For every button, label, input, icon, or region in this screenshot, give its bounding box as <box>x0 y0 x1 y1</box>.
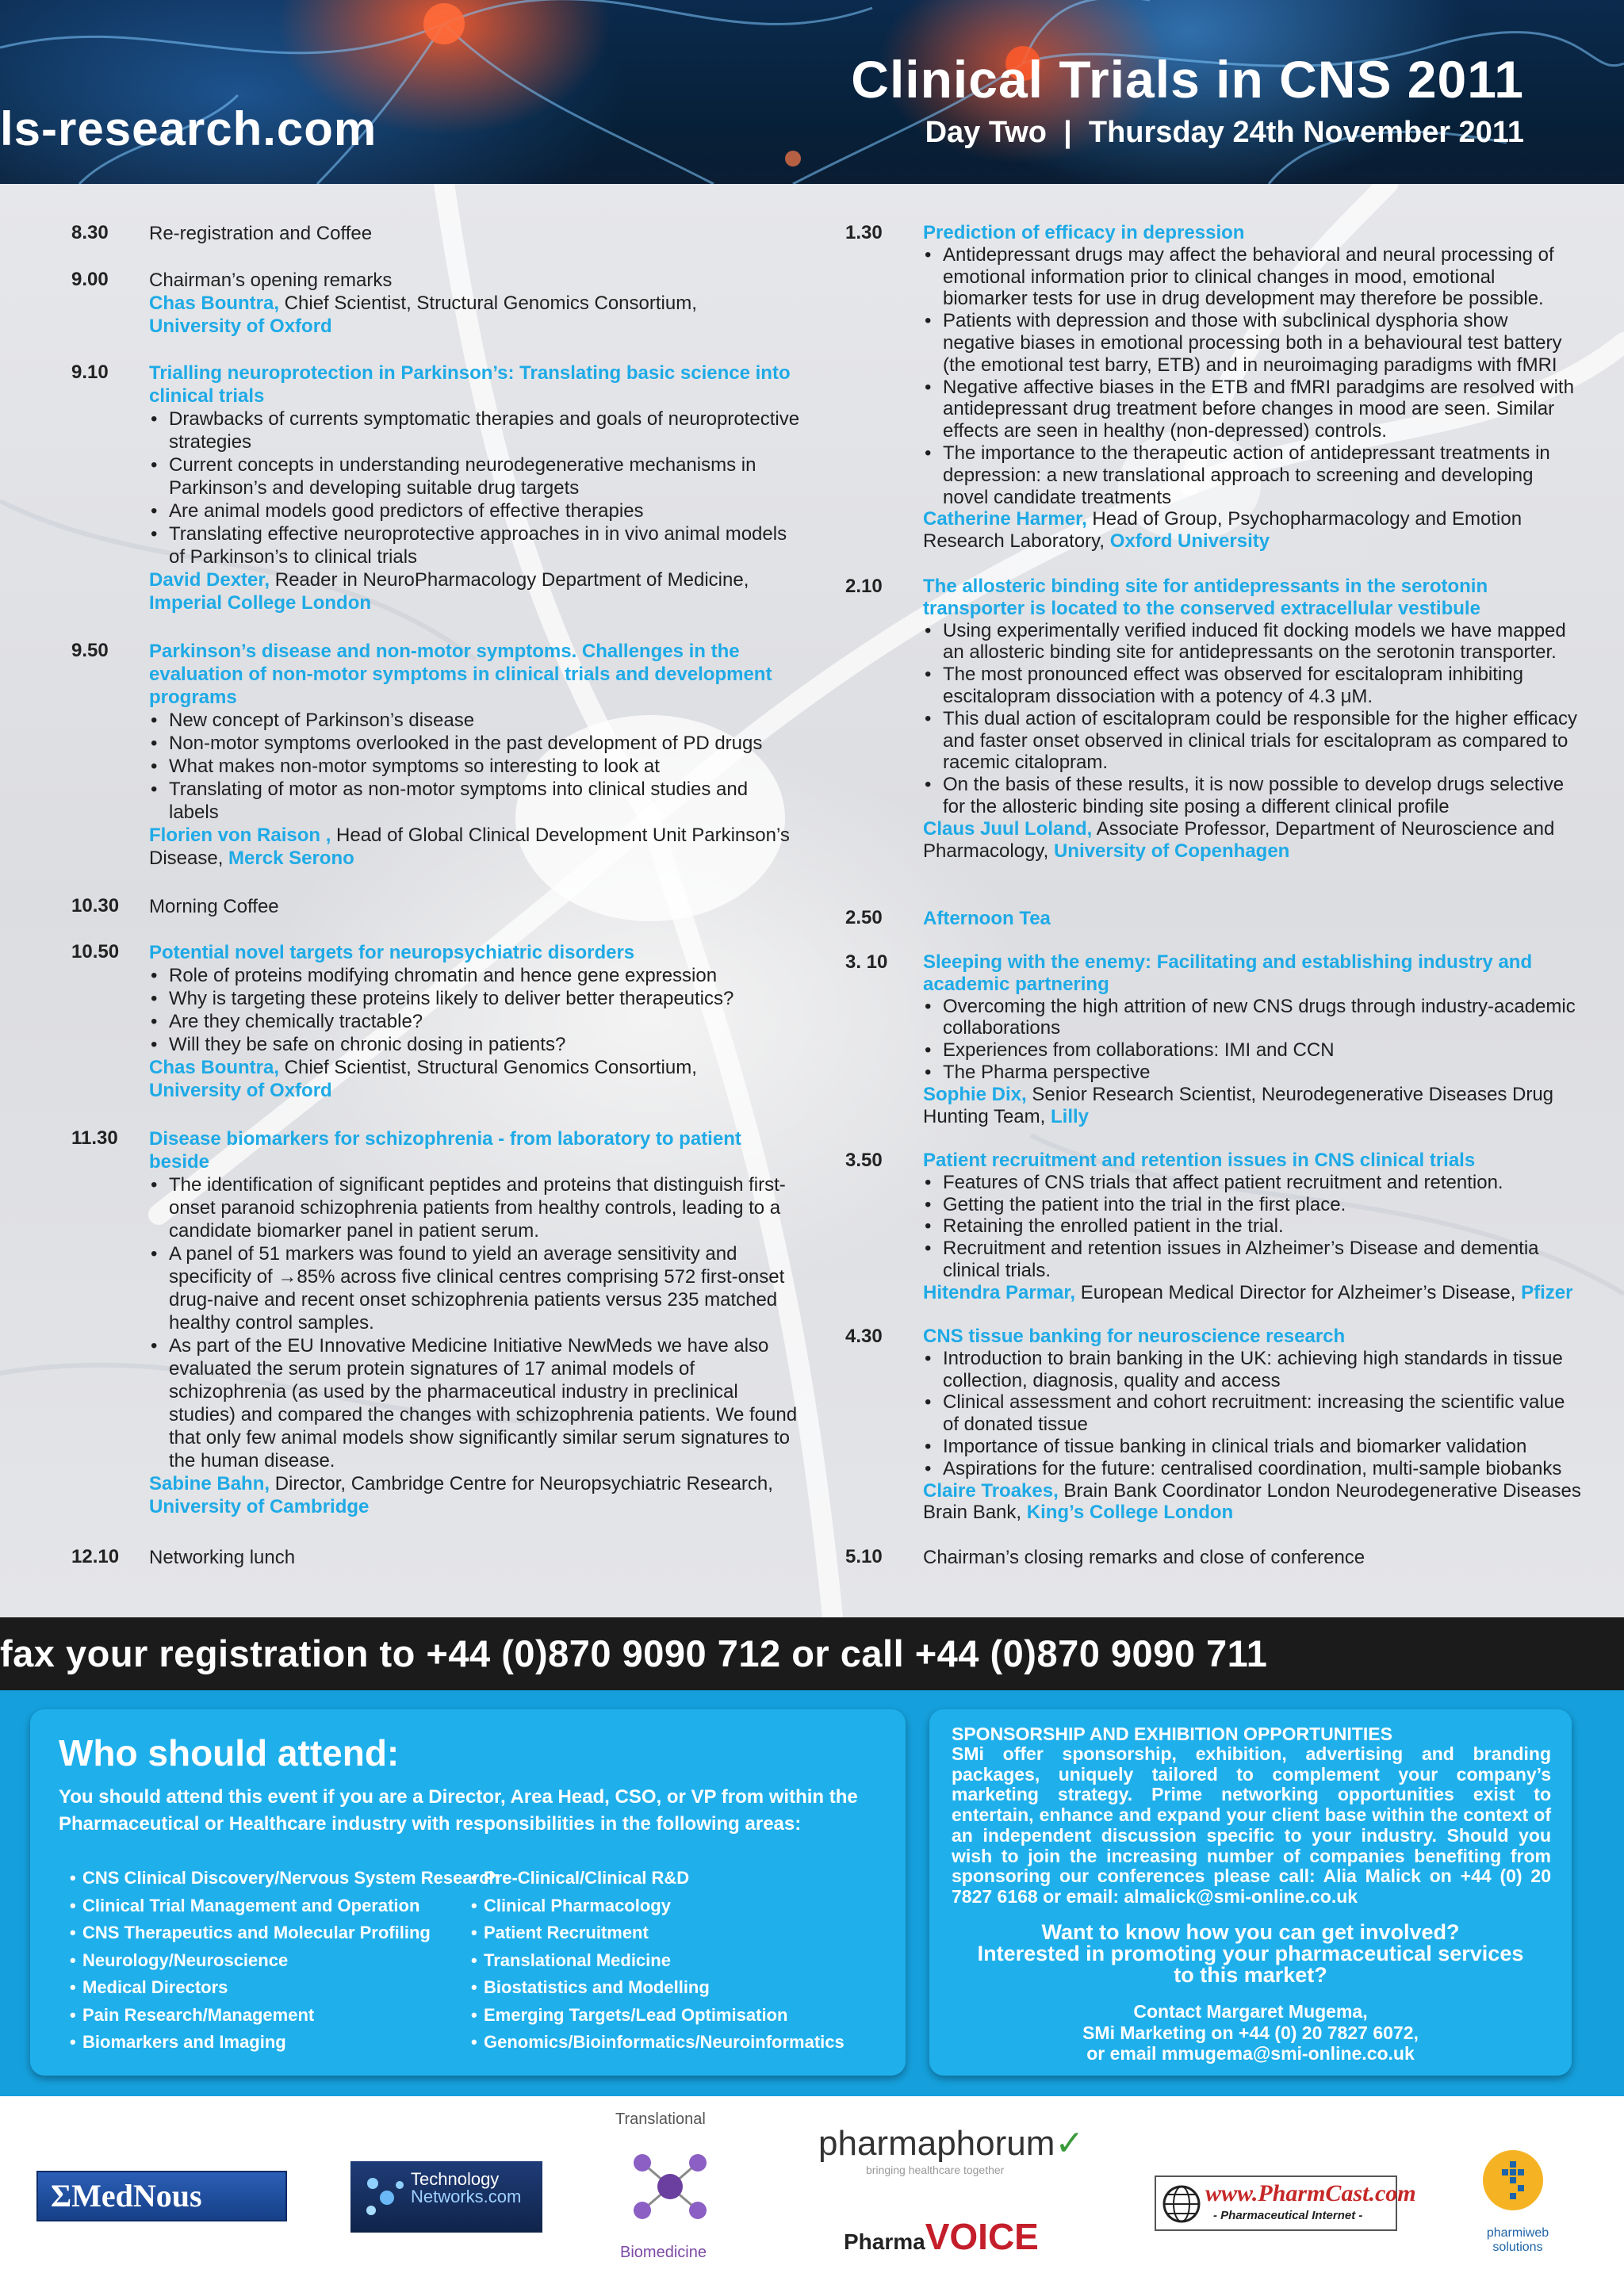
session-title: Parkinson’s disease and non-motor symptoms. Challenges in the evaluation of non-motor symptoms in clinical trials and development programs <box>149 641 772 708</box>
speaker-role: Associate Professor, Department of Neuroscience and Pharmacology, <box>923 817 1555 862</box>
bullet: • Drawbacks of currents symptomatic therapies and goals of neuroprotective strategies <box>149 408 801 453</box>
contact-line: Contact Margaret Mugema, <box>1133 2001 1368 2022</box>
session-title: CNS tissue banking for neuroscience research <box>923 1326 1346 1347</box>
bullet: • Recruitment and retention issues in Alzheimer’s Disease and dementia clinical trials. <box>923 1238 1583 1282</box>
speaker-name: Sophie Dix, <box>923 1083 1027 1105</box>
bullet-list <box>149 408 801 568</box>
plus-grid-icon <box>1483 2150 1543 2210</box>
speaker-organisation: University of Oxford <box>149 1080 332 1101</box>
speaker-role: Director, Cambridge Centre for Neuropsychiatric Research, <box>270 1473 773 1494</box>
fax-bar <box>0 1617 1624 1690</box>
audience-item: • Clinical Trial Management and Operation <box>70 1892 500 1920</box>
speaker <box>923 818 1583 863</box>
audience-item: • Biomarkers and Imaging <box>70 2029 500 2057</box>
sponsorship-question <box>945 1922 1556 1986</box>
header-banner <box>0 0 1624 184</box>
speaker-name: David Dexter, <box>149 569 270 591</box>
bullet-list <box>923 1348 1583 1480</box>
programme-section <box>0 184 1624 1617</box>
mednous-label: MedNous <box>71 2178 202 2214</box>
fax-registration-text: fax your registration to +44 (0)870 9090 712 or call +44 (0)870 9090 711 <box>0 1632 1268 1674</box>
speaker-role: Senior Research Scientist, Neurodegenerative Diseases Drug Hunting Team, <box>923 1083 1554 1127</box>
bullet: • Antidepressant drugs may affect the behavioral and neural processing of emotional information prior to clinical changes in mood, emotional biomarker tests for use in drug development may therefore be possible. <box>923 244 1583 310</box>
pw-line2: solutions <box>1492 2241 1543 2254</box>
speaker-role: Reader in NeuroPharmacology Department of Medicine, <box>270 569 749 591</box>
who-intro: You should attend this event if you are a Director, Area Head, CSO, or VP from within the Pharmaceutical or Healthcare industry with responsibilities in the following areas: <box>59 1786 858 1835</box>
bullet-list <box>923 996 1583 1084</box>
speaker-name: Hitendra Parmar, <box>923 1281 1076 1303</box>
session-time: 2.50 <box>845 907 883 928</box>
bullet: • The identification of significant peptides and proteins that distinguish first-onset paranoid schizophrenia patients from healthy controls, leading to a candidate biomarker panel in patient serum. <box>149 1173 801 1242</box>
session-title: Trialling neuroprotection in Parkinson’s: Translating basic science into clinical trials <box>149 362 791 407</box>
bullet: • Introduction to brain banking in the UK: achieving high standards in tissue collection, diagnosis, quality and access <box>923 1348 1583 1392</box>
bullet: • Current concepts in understanding neurodegenerative mechanisms in Parkinson’s and developing suitable drug targets <box>149 453 801 499</box>
speaker-name: Claus Juul Loland, <box>923 817 1093 840</box>
bullet: • What makes non-motor symptoms so interesting to look at <box>149 755 801 778</box>
media-partner-logos <box>0 2096 1624 2296</box>
session-time: 4.30 <box>845 1326 883 1347</box>
audience-item: • Pre-Clinical/Clinical R&D <box>471 1865 845 1892</box>
speaker-role: Brain Bank Coordinator London Neurodegenerative Diseases Brain Bank, <box>923 1479 1581 1524</box>
bullet: • Experiences from collaborations: IMI and CCN <box>923 1039 1583 1062</box>
pv-voice: VOICE <box>925 2216 1039 2257</box>
contact-line: or email mmugema@smi-online.co.uk <box>1086 2043 1415 2064</box>
question-line: to this market? <box>1174 1963 1327 1987</box>
audience-item: • Medical Directors <box>70 1974 500 2002</box>
speaker-role: Chief Scientist, Structural Genomics Consortium, <box>279 293 697 314</box>
audience-item: • CNS Therapeutics and Molecular Profiling <box>70 1919 500 1947</box>
audience-item: • Emerging Targets/Lead Optimisation <box>471 2002 845 2030</box>
bullet: • Using experimentally verified induced fit docking models we have mapped an allosteric binding site for antidepressants on the serotonin transporter. <box>923 620 1583 664</box>
session-time: 9.00 <box>71 269 109 290</box>
audience-item: • CNS Clinical Discovery/Nervous System Research <box>70 1865 500 1892</box>
bullet: • Importance of tissue banking in clinical trials and biomarker validation <box>923 1436 1583 1458</box>
session-title: Sleeping with the enemy: Facilitating and establishing industry and academic partnering <box>923 951 1533 995</box>
session-time: 2.10 <box>845 576 883 597</box>
bullet: • Features of CNS trials that affect patient recruitment and retention. <box>923 1172 1583 1194</box>
bullet: • Are they chemically tractable? <box>149 1010 801 1033</box>
speaker-name: Catherine Harmer, <box>923 508 1087 530</box>
speaker-name: Chas Bountra, <box>149 1057 280 1078</box>
bullet: • The most pronounced effect was observed for escitalopram inhibiting escitalopram dissociation with a potency of 4.3 μM. <box>923 664 1583 708</box>
conference-title: Clinical Trials in CNS 2011 <box>851 50 1524 109</box>
pharmcast-url: www.PharmCast.com <box>1205 2180 1416 2206</box>
session-time: 1.30 <box>845 222 883 243</box>
bullet: • New concept of Parkinson’s disease <box>149 709 801 732</box>
speaker-organisation: Lilly <box>1050 1105 1089 1127</box>
sponsorship-title: SPONSORSHIP AND EXHIBITION OPPORTUNITIES <box>952 1724 1392 1744</box>
bullet: • As part of the EU Innovative Medicine Initiative NewMeds we have also evaluated the serum protein signatures of 17 animal models of schizophrenia (as used by the pharmaceutical industry in preclinical studies) and compared the changes with schizophrenia patients. We found that only few animal models show significantly similar serum signatures to the human disease. <box>149 1334 801 1472</box>
session-title: Prediction of efficacy in depression <box>923 222 1245 243</box>
session-time: 3. 10 <box>845 951 888 973</box>
session-time: 11.30 <box>71 1127 118 1149</box>
tn-line2: Networks.com <box>411 2187 522 2206</box>
audience-item: • Clinical Pharmacology <box>471 1892 845 1920</box>
bullet-list <box>923 1172 1583 1282</box>
session-time: 8.30 <box>71 222 109 243</box>
mednous-logo <box>36 2171 287 2221</box>
session-title: Chairman’s opening remarks <box>149 270 393 291</box>
audience-item: • Patient Recruitment <box>471 1919 845 1947</box>
bullet-list <box>923 244 1583 509</box>
session-time: 5.10 <box>845 1546 883 1567</box>
session-title: Networking lunch <box>149 1547 296 1568</box>
speaker-organisation: University of Cambridge <box>149 1496 370 1517</box>
speaker-role: Head of Group, Psychopharmacology and Emotion Research Laboratory, <box>923 508 1522 553</box>
sponsorship-text: SMi offer sponsorship, exhibition, advertising and branding packages, uniquely tailored to complement your company’s marketing strategy. Prime networking opportunities exist to entertain, enhance and expand your client base within the context of an independent discussion specific to your industry. Should you wish to join the increasing number of companies benefiting from sponsoring our conferences please call: Alia Malick on +44 (0) 20 7827 6168 or email: almalick@smi-online.co.uk <box>952 1743 1551 1907</box>
pharmavoice-logo <box>844 2215 1039 2258</box>
session-title: Re-registration and Coffee <box>149 223 373 244</box>
bullet-list <box>149 964 801 1056</box>
speaker <box>923 1084 1583 1128</box>
bullet: • Aspirations for the future: centralised coordination, multi-sample biobanks <box>923 1458 1583 1480</box>
audience-item: • Translational Medicine <box>471 1947 845 1975</box>
pharmiweb-circle-icon <box>1483 2150 1543 2210</box>
speaker-role: Chief Scientist, Structural Genomics Consortium, <box>279 1057 697 1078</box>
technology-networks-text <box>411 2171 521 2206</box>
bullet: • Clinical assessment and cohort recruitment: increasing the scientific value of donated tissue <box>923 1391 1583 1436</box>
speaker-organisation: Oxford University <box>1109 530 1270 553</box>
molecule-icon <box>355 2161 411 2233</box>
bullet: • Why is targeting these proteins likely to deliver better therapeutics? <box>149 987 801 1010</box>
bullet: • Patients with depression and those with subclinical dysphoria show negative biases in emotional processing both in a behavioural test battery (the emotional test barry, ETB) and in neuroimaging paradigms with fMRI <box>923 310 1583 376</box>
who-title: Who should attend: <box>59 1732 400 1774</box>
bullet: • Translating of motor as non-motor symptoms into clinical studies and labels <box>149 778 801 824</box>
speaker <box>923 1480 1583 1525</box>
speaker <box>149 292 801 315</box>
molecule-icon <box>611 2131 730 2242</box>
pharmcast-tagline: - Pharmaceutical Internet - <box>1213 2209 1363 2222</box>
info-section <box>0 1690 1624 2096</box>
speaker-organisation: Merck Serono <box>228 848 354 869</box>
pharmaphorum-text: pharmaphorum <box>818 2124 1055 2163</box>
speaker <box>923 508 1583 553</box>
bullet: • Role of proteins modifying chromatin and hence gene expression <box>149 964 801 987</box>
pharmaphorum-tagline: bringing healthcare together <box>866 2164 1005 2176</box>
session-time: 10.50 <box>71 941 120 962</box>
speaker <box>149 1472 801 1495</box>
contact-line: SMi Marketing on +44 (0) 20 7827 6072, <box>1082 2022 1419 2043</box>
mednous-logo-text: ΣMedNous <box>51 2178 202 2214</box>
bullet-list <box>149 1173 801 1472</box>
speaker-organisation: King’s College London <box>1026 1502 1234 1524</box>
bullet: • The importance to the therapeutic action of antidepressant treatments in depression: a new translational approach to screening and developing novel candidate treatments <box>923 442 1583 508</box>
pv-pharma: Pharma <box>844 2229 925 2254</box>
bullet: • Getting the patient into the trial in the first place. <box>923 1194 1583 1216</box>
session-time: 12.10 <box>71 1546 120 1567</box>
pharmcast-logo <box>1155 2175 1416 2231</box>
bullet: • Translating effective neuroprotective approaches in in vivo animal models of Parkinson’s to clinical trials <box>149 522 801 568</box>
pharmaphorum-logo <box>818 2123 1084 2176</box>
speaker-name: Claire Troakes, <box>923 1479 1059 1502</box>
audience-list-2 <box>471 1865 845 2057</box>
tb-line2: Biomedicine <box>620 2244 707 2261</box>
sponsorship-contact <box>945 2001 1556 2064</box>
bullet: • Non-motor symptoms overlooked in the past development of PD drugs <box>149 732 801 755</box>
session-title: The allosteric binding site for antidepressants in the serotonin transporter is located to the conserved extracellular vestibule <box>923 576 1488 619</box>
speaker <box>149 568 801 591</box>
session-time: 9.50 <box>71 640 109 661</box>
tn-line1: Technology <box>411 2169 500 2189</box>
question-line: Want to know how you can get involved? <box>1041 1920 1460 1944</box>
audience-item: • Genomics/Bioinformatics/Neuroinformatics <box>471 2029 845 2057</box>
speaker-name: Florien von Raison , <box>149 825 331 846</box>
who-should-attend-panel <box>30 1709 906 2076</box>
bullet: • The Pharma perspective <box>923 1062 1583 1084</box>
speaker-name: Chas Bountra, <box>149 293 280 314</box>
audience-list-1 <box>70 1865 500 2057</box>
bullet: • Retaining the enrolled patient in the trial. <box>923 1215 1583 1238</box>
globe-icon <box>1161 2183 1202 2225</box>
pharmiweb-text <box>1478 2226 1557 2255</box>
audience-item: • Pain Research/Management <box>70 2002 500 2030</box>
speaker-organisation: Pfizer <box>1521 1281 1573 1303</box>
audience-item: • Biostatistics and Modelling <box>471 1974 845 2002</box>
bullet: • Will they be safe on chronic dosing in patients? <box>149 1033 801 1056</box>
speaker-name: Sabine Bahn, <box>149 1473 270 1494</box>
session-title: Chairman’s closing remarks and close of conference <box>923 1547 1365 1568</box>
session-title: Patient recruitment and retention issues in CNS clinical trials <box>923 1150 1476 1171</box>
tb-line1: Translational <box>615 2110 706 2128</box>
speaker-organisation: University of Copenhagen <box>1053 840 1290 862</box>
speaker-organisation: University of Oxford <box>149 316 332 337</box>
conference-date: Day Two | Thursday 24th November 2011 <box>925 116 1524 149</box>
session-time: 3.50 <box>845 1150 883 1171</box>
audience-item: • Neurology/Neuroscience <box>70 1947 500 1975</box>
session-time: 10.30 <box>71 895 120 916</box>
bullet: • Overcoming the high attrition of new CNS drugs through industry-academic collaborations <box>923 996 1583 1040</box>
bullet: • Are animal models good predictors of effective therapies <box>149 499 801 522</box>
speaker <box>923 1282 1583 1304</box>
session-title: Disease biomarkers for schizophrenia - from laboratory to patient beside <box>149 1128 741 1173</box>
bullet-list <box>149 709 801 824</box>
bullet: • A panel of 51 markers was found to yield an average sensitivity and specificity of →85% across five clinical centres comprising 572 first-onset drug-naive and recent onset schizophrenia patients versus 235 matched healthy control samples. <box>149 1242 801 1334</box>
check-icon: ✓ <box>1055 2124 1085 2163</box>
speaker-organisation: Imperial College London <box>149 592 372 614</box>
bullet: • This dual action of escitalopram could be responsible for the higher efficacy and faster onset observed in clinical trials for escitalopram as compared to racemic citalopram. <box>923 708 1583 774</box>
session-title: Afternoon Tea <box>923 908 1051 929</box>
bullet: • Negative affective biases in the ETB and fMRI paradgims are resolved with antidepressant drug treatment before changes in mood are seen. Similar effects are seen in healthy (non-depressed) controls. <box>923 377 1583 442</box>
pw-line1: pharmiweb <box>1486 2226 1549 2240</box>
speaker <box>149 824 801 870</box>
bullet: • On the basis of these results, it is now possible to develop drugs selective for the allosteric binding site posing a different clinical profile <box>923 774 1583 818</box>
session-title: Morning Coffee <box>149 896 279 917</box>
speaker-role: European Medical Director for Alzheimer’s Disease, <box>1075 1281 1516 1303</box>
question-line: Interested in promoting your pharmaceutical services <box>977 1942 1524 1965</box>
session-title: Potential novel targets for neuropsychiatric disorders <box>149 942 635 963</box>
technology-networks-logo <box>350 2161 542 2233</box>
speaker <box>149 1056 801 1079</box>
bullet-list <box>923 620 1583 818</box>
website-url: ls-research.com <box>0 102 377 155</box>
sponsorship-panel <box>929 1709 1572 2076</box>
translational-biomedicine-logo <box>611 2110 730 2269</box>
pharmiweb-logo <box>1478 2150 1565 2269</box>
speaker-role: Head of Global Clinical Development Unit Parkinson’s Disease, <box>149 825 790 869</box>
session-time: 9.10 <box>71 362 109 383</box>
